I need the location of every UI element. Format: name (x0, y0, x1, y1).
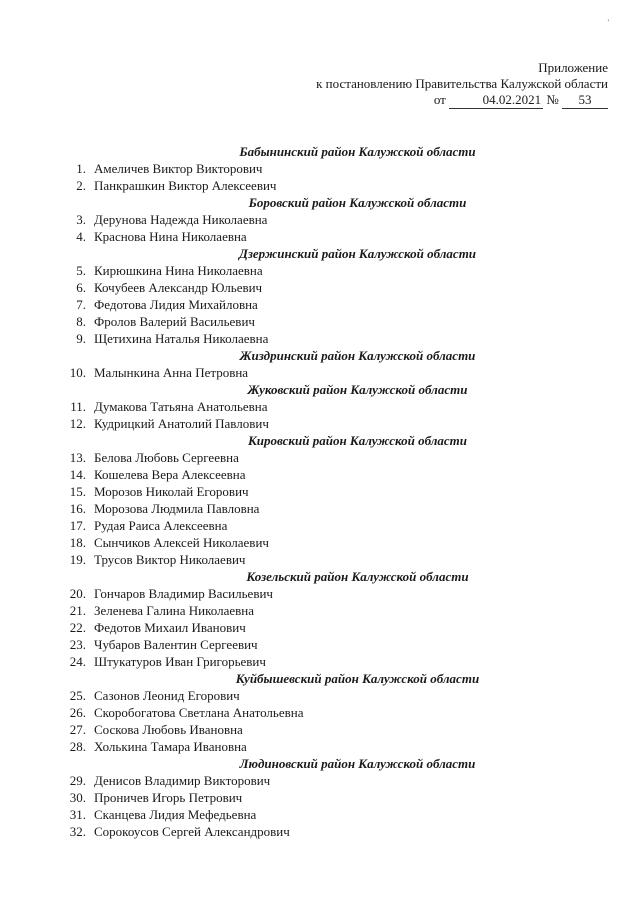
appendix-subtitle: к постановлению Правительства Калужской области (316, 76, 608, 91)
person-name: Малынкина Анна Петровна (94, 365, 249, 380)
list-item (60, 296, 600, 313)
item-number: 30. (69, 790, 86, 805)
person-name: Кочубеев Александр Юльевич (94, 280, 263, 295)
list-item (60, 619, 600, 636)
list-item (60, 772, 600, 789)
item-number: 4. (76, 229, 86, 244)
list-item (60, 636, 600, 653)
list-item (60, 415, 600, 432)
person-name: Федотов Михаил Иванович (94, 620, 246, 635)
person-name: Думакова Татьяна Анатольевна (94, 399, 268, 414)
person-name: Зеленева Галина Николаевна (94, 603, 254, 618)
person-name: Белова Любовь Сергеевна (94, 450, 239, 465)
list-item (60, 313, 600, 330)
list-item (60, 500, 600, 517)
person-name: Фролов Валерий Васильевич (94, 314, 255, 329)
item-number: 18. (69, 535, 86, 550)
item-number: 31. (69, 807, 86, 822)
item-number: 17. (69, 518, 86, 533)
item-number: 5. (76, 263, 86, 278)
person-name: Сынчиков Алексей Николаевич (94, 535, 269, 550)
item-number: 1. (76, 161, 86, 176)
item-number: 26. (69, 705, 86, 720)
item-number: 24. (69, 654, 86, 669)
item-number: 2. (76, 178, 86, 193)
item-number: 8. (76, 314, 86, 329)
item-number: 3. (76, 212, 86, 227)
item-number: 27. (69, 722, 86, 737)
person-name: Трусов Виктор Николаевич (94, 552, 246, 567)
district-heading: Куйбышевский район Калужской области (235, 671, 480, 686)
decree-date: 04.02.2021 (449, 92, 543, 109)
item-number: 20. (69, 586, 86, 601)
person-name: Морозова Людмила Павловна (94, 501, 260, 516)
list-item (60, 466, 600, 483)
item-number: 16. (69, 501, 86, 516)
district-heading: Боровский район Калужской области (248, 195, 467, 210)
list-item (60, 483, 600, 500)
item-number: 12. (69, 416, 86, 431)
item-number: 13. (69, 450, 86, 465)
list-item (60, 211, 600, 228)
list-item (60, 517, 600, 534)
item-number: 10. (69, 365, 86, 380)
appendix-reference (434, 92, 608, 109)
district-heading: Людиновский район Калужской области (239, 756, 476, 771)
item-number: 15. (69, 484, 86, 499)
person-name: Холькина Тамара Ивановна (94, 739, 247, 754)
list-item (60, 738, 600, 755)
people-list (60, 143, 600, 840)
person-name: Сазонов Леонид Егорович (94, 688, 240, 703)
district-heading: Жиздринский район Калужской области (239, 348, 476, 363)
item-number: 29. (69, 773, 86, 788)
item-number: 14. (69, 467, 86, 482)
person-name: Сорокоусов Сергей Александрович (94, 824, 290, 839)
person-name: Чубаров Валентин Сергеевич (94, 637, 258, 652)
list-item (60, 823, 600, 840)
decree-number: 53 (562, 92, 608, 109)
list-item (60, 398, 600, 415)
list-item (60, 789, 600, 806)
person-name: Дерунова Надежда Николаевна (94, 212, 268, 227)
list-item (60, 160, 600, 177)
person-name: Щетихина Наталья Николаевна (94, 331, 269, 346)
item-number: 9. (76, 331, 86, 346)
list-item (60, 364, 600, 381)
item-number: 7. (76, 297, 86, 312)
person-name: Сканцева Лидия Мефедьевна (94, 807, 257, 822)
item-number: 11. (70, 399, 86, 414)
person-name: Амеличев Виктор Викторович (94, 161, 263, 176)
district-heading: Жуковский район Калужской области (247, 382, 468, 397)
appendix-header (316, 60, 608, 109)
list-item (60, 279, 600, 296)
person-name: Морозов Николай Егорович (94, 484, 249, 499)
item-number: 21. (69, 603, 86, 618)
list-item (60, 721, 600, 738)
person-name: Панкрашкин Виктор Алексеевич (94, 178, 277, 193)
item-number: 25. (69, 688, 86, 703)
person-name: Проничев Игорь Петрович (94, 790, 243, 805)
list-item (60, 687, 600, 704)
list-item (60, 177, 600, 194)
item-number: 23. (69, 637, 86, 652)
list-item (60, 449, 600, 466)
item-number: 6. (76, 280, 86, 295)
person-name: Скоробогатова Светлана Анатольевна (94, 705, 304, 720)
appendix-title: Приложение (538, 60, 608, 75)
list-item (60, 602, 600, 619)
scan-mark: ' (607, 18, 609, 27)
ot-label: от (433, 92, 446, 107)
person-name: Денисов Владимир Викторович (94, 773, 271, 788)
list-item (60, 704, 600, 721)
district-heading: Кировский район Калужской области (247, 433, 468, 448)
list-item (60, 551, 600, 568)
person-name: Кудрицкий Анатолий Павлович (94, 416, 269, 431)
number-label: № (546, 92, 559, 107)
list-item (60, 228, 600, 245)
person-name: Рудая Раиса Алексеевна (94, 518, 228, 533)
list-item (60, 806, 600, 823)
list-item (60, 330, 600, 347)
list-item (60, 653, 600, 670)
list-item (60, 534, 600, 551)
district-heading: Козельский район Калужской области (246, 569, 469, 584)
list-item (60, 585, 600, 602)
item-number: 22. (69, 620, 86, 635)
list-item (60, 262, 600, 279)
item-number: 28. (69, 739, 86, 754)
person-name: Штукатуров Иван Григорьевич (94, 654, 266, 669)
person-name: Кошелева Вера Алексеевна (94, 467, 246, 482)
item-number: 19. (69, 552, 86, 567)
district-heading: Дзержинский район Калужской области (238, 246, 477, 261)
person-name: Федотова Лидия Михайловна (94, 297, 258, 312)
person-name: Кирюшкина Нина Николаевна (94, 263, 263, 278)
person-name: Краснова Нина Николаевна (94, 229, 247, 244)
district-heading: Бабынинский район Калужской области (239, 144, 476, 159)
person-name: Гончаров Владимир Васильевич (94, 586, 273, 601)
person-name: Соскова Любовь Ивановна (94, 722, 243, 737)
item-number: 32. (69, 824, 86, 839)
